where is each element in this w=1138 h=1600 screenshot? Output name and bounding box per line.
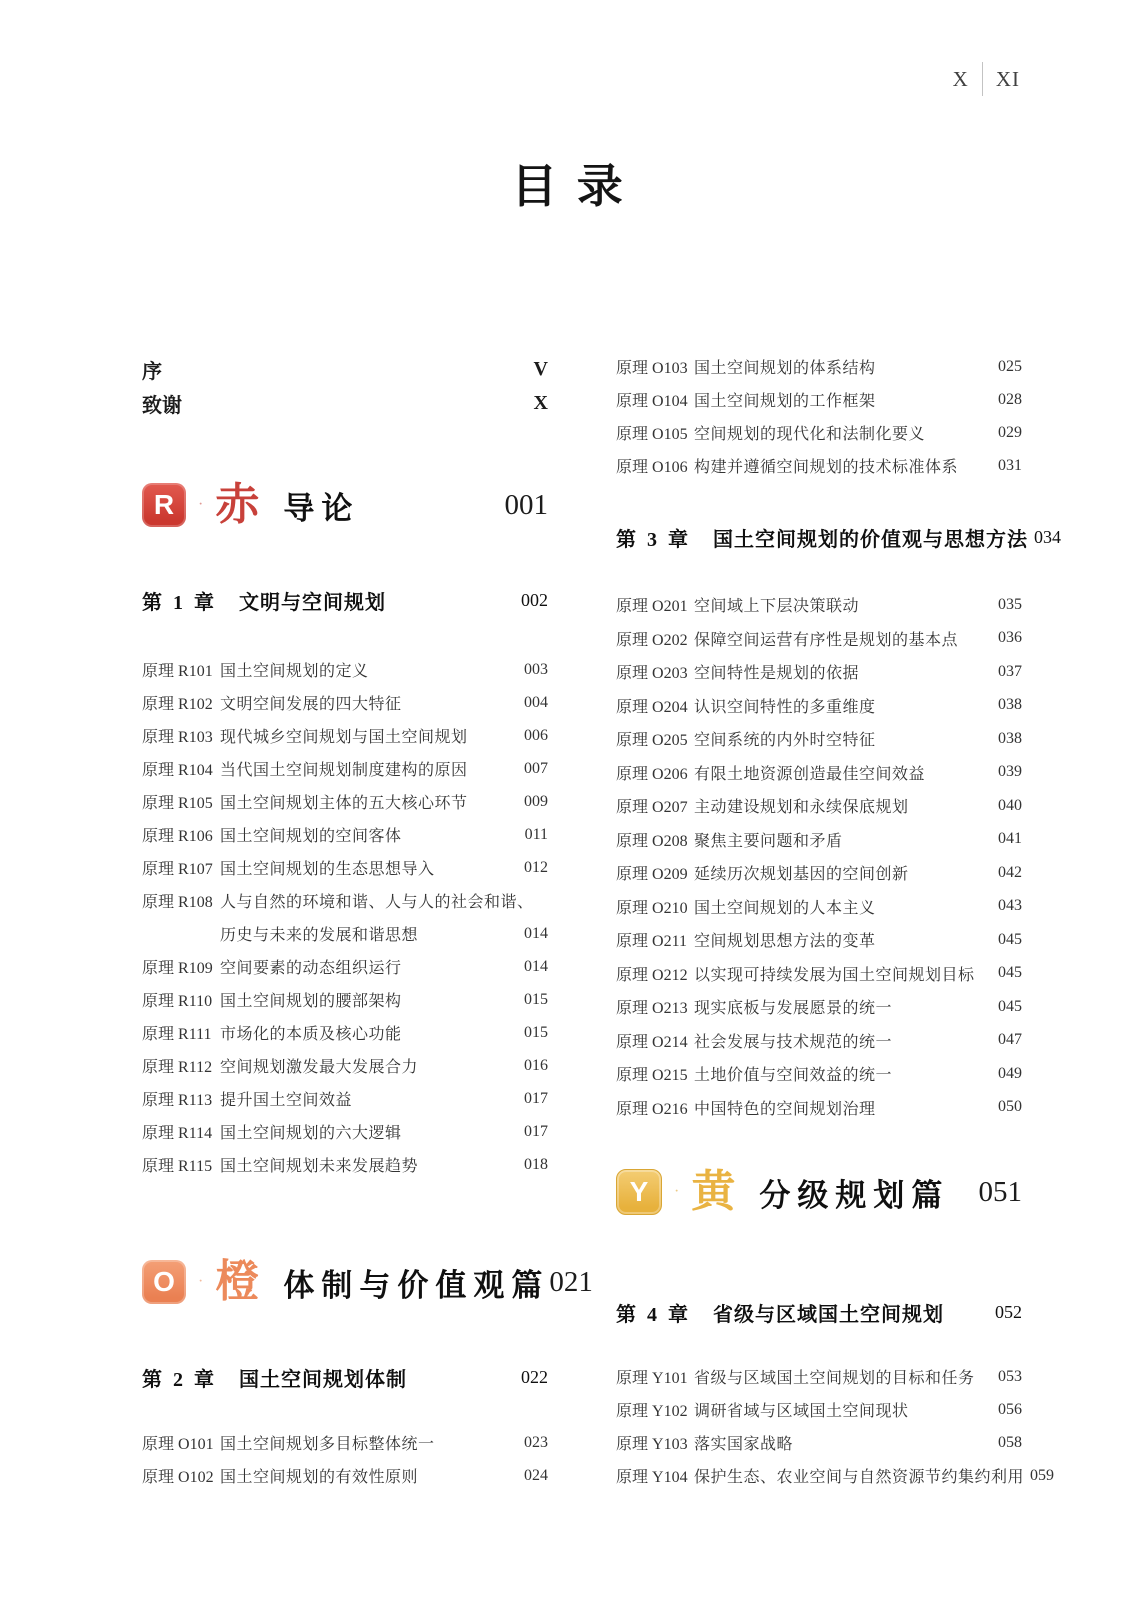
entry-page: 035: [998, 595, 1022, 613]
entry-code: 原理 O203: [616, 665, 688, 683]
toc-entry: [616, 722, 1022, 756]
entry-page: 040: [998, 796, 1022, 814]
chapter-label: 第 3 章: [616, 528, 691, 551]
entry-page: 031: [998, 456, 1022, 474]
page-number-right: XI: [995, 66, 1020, 91]
entry-page: 038: [998, 696, 1022, 714]
entry-code: 原理 O206: [616, 765, 688, 783]
chapter-title: 国土空间规划体制: [239, 1368, 407, 1391]
chapter-heading-1: [142, 580, 548, 620]
entry-title: 认识空间特性的多重维度: [694, 698, 876, 716]
entry-code: 原理 R109: [142, 960, 213, 977]
toc-entry: [616, 990, 1022, 1024]
front-matter-label: 序: [142, 360, 162, 383]
entry-page: 003: [524, 660, 548, 678]
toc-entry: [616, 1426, 1022, 1459]
toc-entry: [142, 1148, 548, 1181]
part-char-orange: 橙: [215, 1257, 260, 1306]
entry-title: 市场化的本质及核心功能: [220, 1026, 402, 1043]
entry-title: 国土空间规划的生态思想导入: [220, 861, 435, 878]
toc-entry: [616, 350, 1022, 383]
part-page: 021: [549, 1265, 593, 1298]
entry-title: 国土空间规划的腰部架构: [220, 993, 402, 1010]
part-char-red: 赤: [215, 480, 260, 529]
entry-title: 国土空间规划主体的五大核心环节: [220, 795, 468, 812]
toc-entry: [616, 923, 1022, 957]
chapter-heading-4: [616, 1292, 1022, 1332]
entry-code: 原理 O104: [616, 393, 688, 410]
entry-code: 原理 R104: [142, 762, 213, 779]
toc-entry: [616, 622, 1022, 656]
part-title: 导论: [283, 490, 360, 526]
entry-page: 047: [998, 1031, 1022, 1049]
o-badge-icon: O: [142, 1260, 186, 1304]
entry-page: 041: [998, 830, 1022, 848]
toc-entry: [616, 856, 1022, 890]
entry-page: 017: [524, 1122, 548, 1140]
entry-list-chapter2: [142, 1426, 548, 1492]
front-matter-page: X: [533, 391, 548, 414]
entry-title: 调研省域与区域国土空间现状: [694, 1403, 909, 1420]
toc-entry: [616, 449, 1022, 482]
entry-title: 国土空间规划的工作框架: [694, 393, 876, 410]
front-matter-label: 致谢: [142, 394, 182, 417]
entry-page: 029: [998, 423, 1022, 441]
entry-title: 空间域上下层决策联动: [694, 598, 860, 616]
entry-page: 009: [524, 792, 548, 810]
entry-list-chapter1: [142, 653, 548, 1181]
entry-code: 原理 R107: [142, 861, 213, 878]
toc-title: 目 录: [511, 161, 627, 212]
entry-code: 原理 R102: [142, 696, 213, 713]
chapter-label: 第 1 章: [142, 591, 217, 614]
chapter-title: 国土空间规划的价值观与思想方法: [713, 528, 1028, 551]
toc-entry: [616, 383, 1022, 416]
toc-entry: [142, 1049, 548, 1082]
entry-title: 国土空间规划的定义: [220, 663, 369, 680]
entry-title: 国土空间规划多目标整体统一: [220, 1436, 435, 1453]
entry-page: 058: [998, 1433, 1022, 1451]
part-page: 051: [978, 1175, 1022, 1208]
chapter-page: 002: [521, 589, 548, 610]
entry-title: 保护生态、农业空间与自然资源节约集约利用: [694, 1469, 1025, 1486]
chapter-page: 022: [521, 1366, 548, 1387]
entry-code: 原理 R108: [142, 894, 213, 911]
toc-entry: [616, 1360, 1022, 1393]
y-badge-icon: Y: [616, 1169, 662, 1215]
entry-page: 045: [998, 964, 1022, 982]
toc-entry: [142, 1082, 548, 1115]
entry-page: 059: [1030, 1466, 1055, 1484]
entry-page: 056: [998, 1400, 1022, 1418]
entry-page: 007: [524, 759, 548, 777]
entry-code: 原理 O211: [616, 933, 687, 951]
chapter-label: 第 2 章: [142, 1368, 217, 1391]
entry-code: 原理 R110: [142, 993, 213, 1010]
entry-code: 原理 O204: [616, 698, 688, 716]
entry-code: 原理 O215: [616, 1067, 688, 1085]
entry-title: 国土空间规划的人本主义: [694, 899, 876, 917]
entry-page: 006: [524, 726, 548, 744]
chapter-heading-3: [616, 517, 1061, 557]
entry-title: 以实现可持续发展为国土空间规划目标: [694, 966, 975, 984]
part-header-y: [616, 1160, 1022, 1224]
entry-page: 028: [998, 390, 1022, 408]
toc-right-column: [616, 0, 1061, 1600]
entry-code: 原理 O208: [616, 832, 688, 850]
entry-code: 原理 R103: [142, 729, 213, 746]
entry-title: 空间要素的动态组织运行: [220, 960, 402, 977]
entry-code: 原理 O216: [616, 1100, 688, 1118]
entry-code: 原理 O201: [616, 598, 688, 616]
entry-page: 050: [998, 1098, 1022, 1116]
toc-entry: [616, 1393, 1022, 1426]
entry-title: 构建并遵循空间规划的技术标准体系: [694, 459, 959, 476]
entry-page: 045: [998, 930, 1022, 948]
entry-list-chapter4: [616, 1360, 1055, 1492]
entry-page: 015: [524, 990, 548, 1008]
entry-title: 空间系统的内外时空特征: [694, 732, 876, 750]
entry-title: 空间特性是规划的依据: [694, 665, 860, 683]
toc-entry: [142, 1016, 548, 1049]
entry-code: 原理 Y101: [616, 1370, 688, 1387]
toc-entry: [616, 655, 1022, 689]
entry-title: 空间规划的现代化和法制化要义: [694, 426, 926, 443]
chapter-page: 034: [1034, 526, 1061, 547]
entry-page: 024: [524, 1466, 548, 1484]
toc-entry: [142, 851, 548, 884]
entry-code: 原理 Y104: [616, 1469, 688, 1486]
toc-entry: [142, 950, 548, 983]
entry-page: 023: [524, 1433, 548, 1451]
entry-list-chapter3: [616, 588, 1022, 1124]
entry-code: 原理 O214: [616, 1033, 688, 1051]
toc-entry: [616, 1024, 1022, 1058]
entry-title: 国土空间规划的六大逻辑: [220, 1125, 402, 1142]
part-separator-dot: ·: [674, 1183, 680, 1200]
entry-title: 现代城乡空间规划与国土空间规划: [220, 729, 468, 746]
entry-code: 原理 R115: [142, 1158, 213, 1175]
entry-page: 053: [998, 1367, 1022, 1385]
part-header-o: [142, 1250, 593, 1314]
entry-page: 043: [998, 897, 1022, 915]
entry-title: 延续历次规划基因的空间创新: [694, 866, 909, 884]
entry-title: 当代国土空间规划制度建构的原因: [220, 762, 468, 779]
toc-entry: [616, 1091, 1022, 1125]
entry-page: 039: [998, 763, 1022, 781]
page-number-left: X: [952, 66, 969, 91]
entry-code: 原理 O101: [142, 1436, 214, 1453]
part-page: 001: [504, 488, 548, 521]
front-matter: [142, 352, 548, 420]
entry-code: 原理 O106: [616, 459, 688, 476]
entry-page: 045: [998, 997, 1022, 1015]
toc-entry: [142, 1459, 548, 1492]
entry-code: 原理 O205: [616, 732, 688, 750]
entry-title: 省级与区域国土空间规划的目标和任务: [694, 1370, 975, 1387]
entry-title: 保障空间运营有序性是规划的基本点: [694, 631, 959, 649]
entry-title: 社会发展与技术规范的统一: [694, 1033, 893, 1051]
entry-title: 历史与未来的发展和谐思想: [220, 927, 419, 944]
toc-entry: [142, 818, 548, 851]
chapter-title: 省级与区域国土空间规划: [713, 1303, 944, 1326]
entry-page: 042: [998, 863, 1022, 881]
entry-title: 空间规划思想方法的变革: [694, 933, 876, 951]
entry-title: 国土空间规划未来发展趋势: [220, 1158, 419, 1175]
entry-page: 038: [998, 729, 1022, 747]
toc-entry: [616, 1459, 1055, 1492]
entry-code: 原理 Y102: [616, 1403, 688, 1420]
chapter-title: 文明与空间规划: [239, 591, 386, 614]
part-title: 分级规划篇: [759, 1177, 950, 1213]
toc-entry: [142, 752, 548, 785]
toc-entry: [616, 789, 1022, 823]
entry-page: 018: [524, 1155, 548, 1173]
part-separator-dot: ·: [198, 496, 204, 513]
part-char-yellow: 黄: [691, 1167, 736, 1216]
entry-title: 主动建设规划和永续保底规划: [694, 799, 909, 817]
toc-entry: [142, 785, 548, 818]
front-matter-item: [142, 352, 548, 386]
entry-code: 原理 R114: [142, 1125, 213, 1142]
chapter-heading-2: [142, 1357, 548, 1397]
toc-entry: [142, 884, 548, 917]
toc-entry: [616, 588, 1022, 622]
chapter-label: 第 4 章: [616, 1303, 691, 1326]
toc-entry: [142, 686, 548, 719]
entry-page: 012: [524, 858, 548, 876]
part-title: 体制与价值观篇: [283, 1267, 550, 1303]
entry-title: 现实底板与发展愿景的统一: [694, 1000, 893, 1018]
entry-page: 036: [998, 629, 1022, 647]
entry-page: 015: [524, 1023, 548, 1041]
entry-title: 有限土地资源创造最佳空间效益: [694, 765, 926, 783]
toc-entry: [142, 917, 548, 950]
entry-title: 国土空间规划的空间客体: [220, 828, 402, 845]
part-separator-dot: ·: [198, 1273, 204, 1290]
front-matter-page: V: [533, 357, 548, 380]
entry-page: 049: [998, 1064, 1022, 1082]
entry-code: 原理 O212: [616, 966, 688, 984]
toc-entry: [616, 756, 1022, 790]
entry-code: 原理 O202: [616, 631, 688, 649]
toc-entry: [616, 823, 1022, 857]
toc-entry: [616, 1057, 1022, 1091]
toc-entry: [142, 1115, 548, 1148]
entry-title: 中国特色的空间规划治理: [694, 1100, 876, 1118]
entry-code: 原理 R106: [142, 828, 213, 845]
entry-code: 原理 R105: [142, 795, 213, 812]
entry-code: 原理 Y103: [616, 1436, 688, 1453]
entry-page: 011: [524, 825, 548, 843]
entry-code: 原理 O105: [616, 426, 688, 443]
entry-title: 空间规划激发最大发展合力: [220, 1059, 419, 1076]
chapter-page: 052: [995, 1301, 1022, 1322]
entry-code: 原理 O103: [616, 360, 688, 377]
entry-code: 原理 O213: [616, 1000, 688, 1018]
entry-page: 025: [998, 357, 1022, 375]
entry-page: 004: [524, 693, 548, 711]
entry-title: 聚焦主要问题和矛盾: [694, 832, 843, 850]
entry-title: 国土空间规划的有效性原则: [220, 1469, 419, 1486]
toc-entry: [142, 1426, 548, 1459]
entry-title: 人与自然的环境和谐、人与人的社会和谐、: [220, 894, 534, 911]
entry-code: 原理 R101: [142, 663, 213, 680]
entry-code: 原理 O207: [616, 799, 688, 817]
entry-title: 国土空间规划的体系结构: [694, 360, 876, 377]
entry-title: 提升国土空间效益: [220, 1092, 353, 1109]
entry-title: 文明空间发展的四大特征: [220, 696, 402, 713]
toc-entry: [142, 653, 548, 686]
entry-page: 016: [524, 1056, 548, 1074]
toc-entry: [616, 957, 1022, 991]
entry-page: 037: [998, 662, 1022, 680]
entry-page: 014: [524, 957, 548, 975]
front-matter-item: [142, 386, 548, 420]
entry-title: 落实国家战略: [694, 1436, 794, 1453]
entry-code: 原理 R113: [142, 1092, 213, 1109]
entry-code: 原理 O102: [142, 1469, 214, 1486]
part-header-r: [142, 473, 548, 537]
entry-title: 土地价值与空间效益的统一: [694, 1067, 893, 1085]
toc-entry: [142, 983, 548, 1016]
entry-code: 原理 R111: [142, 1026, 212, 1043]
toc-entry: [142, 719, 548, 752]
toc-entry: [616, 890, 1022, 924]
entry-page: 017: [524, 1089, 548, 1107]
r-badge-icon: R: [142, 483, 186, 527]
entry-code: 原理 O209: [616, 866, 688, 884]
entry-code: 原理 O210: [616, 899, 688, 917]
entry-list-chapter2-continued: [616, 350, 1022, 482]
entry-code: 原理 R112: [142, 1059, 213, 1076]
entry-page: 014: [524, 924, 548, 942]
toc-entry: [616, 416, 1022, 449]
toc-entry: [616, 689, 1022, 723]
